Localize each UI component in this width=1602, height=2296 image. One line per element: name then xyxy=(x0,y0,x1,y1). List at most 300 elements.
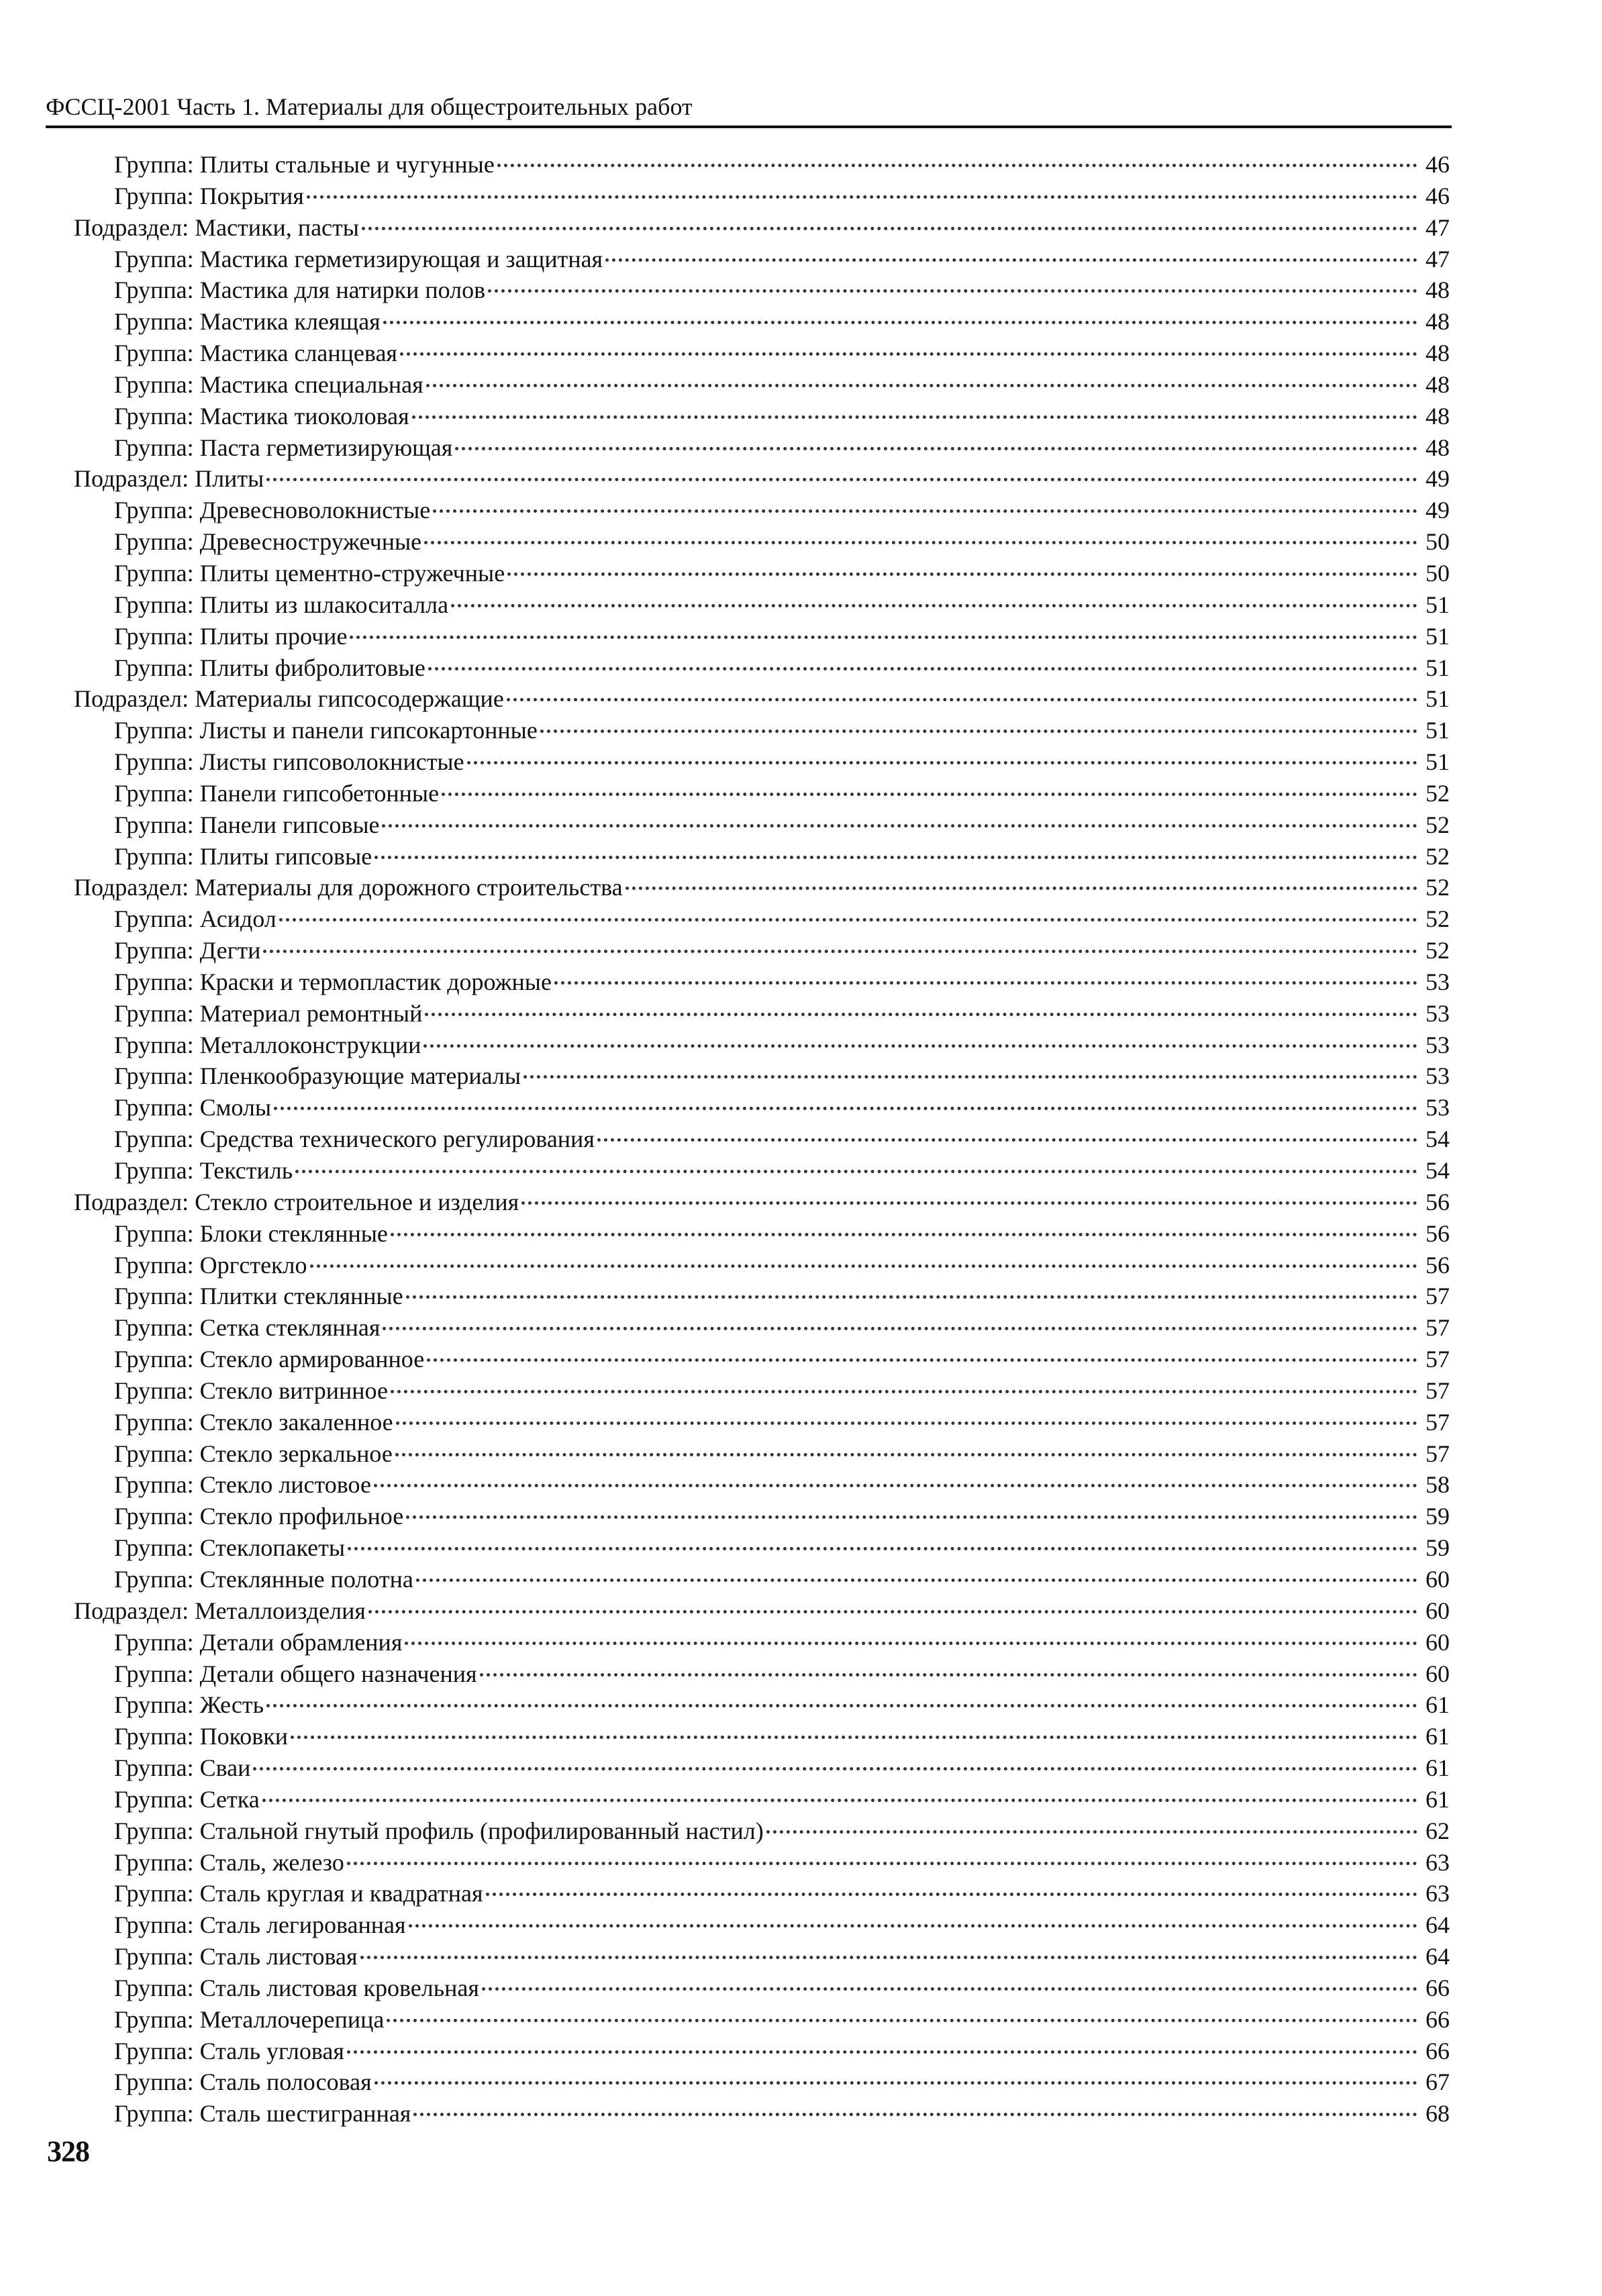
toc-entry-title: Плиты из шлакоситалла xyxy=(199,591,449,618)
group-label: Группа: xyxy=(114,748,194,776)
group-label: Группа: xyxy=(114,277,194,304)
toc-entry-title: Стекло армированное xyxy=(199,1346,425,1373)
toc-group-entry[interactable] xyxy=(74,432,1450,464)
toc-subsection-entry[interactable] xyxy=(74,872,1450,903)
toc-entry-title: Панели гипсобетонные xyxy=(199,779,440,807)
group-label: Группа: xyxy=(114,1031,194,1058)
group-label: Группа: xyxy=(114,528,194,556)
group-label: Группа: xyxy=(114,968,194,995)
toc-subsection-entry[interactable] xyxy=(74,683,1450,715)
dot-leader xyxy=(374,856,1417,859)
toc-entry-page: 63 xyxy=(1425,1880,1450,1907)
group-label: Группа: xyxy=(114,308,194,336)
toc-entry-title: Древесностружечные xyxy=(199,528,422,556)
toc-entry-page: 50 xyxy=(1425,559,1450,587)
dot-leader xyxy=(400,352,1417,356)
toc-group-entry[interactable] xyxy=(74,1312,1450,1344)
toc-entry-page: 66 xyxy=(1425,2005,1450,2033)
group-label: Группа: xyxy=(114,1974,194,2001)
toc-group-entry[interactable] xyxy=(74,1438,1450,1470)
toc-group-entry[interactable] xyxy=(74,2004,1450,2036)
toc-group-entry[interactable] xyxy=(74,589,1450,621)
toc-group-entry[interactable] xyxy=(74,746,1450,778)
dot-leader xyxy=(405,1642,1417,1645)
toc-entry-page: 60 xyxy=(1425,1660,1450,1687)
toc-group-entry[interactable] xyxy=(74,401,1450,432)
group-label: Группа: xyxy=(114,2037,194,2064)
toc-entry-title: Плиты гипсовые xyxy=(199,842,372,870)
toc-entry-page: 48 xyxy=(1425,402,1450,430)
toc-entry-page: 49 xyxy=(1425,497,1450,524)
toc-entry-title: Металлоизделия xyxy=(195,1597,366,1624)
toc-entry-title: Сталь листовая кровельная xyxy=(199,1974,479,2001)
toc-entry-title: Сталь, железо xyxy=(199,1848,344,1876)
dot-leader xyxy=(360,1956,1417,1959)
dot-leader xyxy=(523,1075,1417,1079)
dot-leader xyxy=(387,2019,1417,2022)
toc-group-entry[interactable] xyxy=(74,1092,1450,1124)
toc-group-entry[interactable] xyxy=(74,338,1450,369)
toc-entry-page: 59 xyxy=(1425,1534,1450,1562)
toc-entry-page: 51 xyxy=(1425,717,1450,744)
group-label: Группа: xyxy=(114,654,194,681)
toc-group-entry[interactable] xyxy=(74,558,1450,589)
group-label: Группа: xyxy=(114,1094,194,1121)
toc-entry-page: 47 xyxy=(1425,245,1450,272)
toc-entry-title: Стеклянные полотна xyxy=(199,1565,413,1593)
toc-group-entry[interactable] xyxy=(74,369,1450,401)
toc-entry-title: Плиты фибролитовые xyxy=(199,654,425,681)
toc-group-entry[interactable] xyxy=(74,181,1450,212)
toc-entry-page: 60 xyxy=(1425,1565,1450,1593)
toc-group-entry[interactable] xyxy=(74,1218,1450,1250)
toc-entry-page: 57 xyxy=(1425,1346,1450,1373)
toc-group-entry[interactable] xyxy=(74,1375,1450,1407)
group-label: Группа: xyxy=(114,402,194,430)
toc-entry-title: Стальной гнутый профиль (профилированный настил) xyxy=(199,1817,764,1844)
toc-entry-title: Мастика сланцевая xyxy=(199,340,397,367)
group-label: Группа: xyxy=(114,1817,194,1844)
toc-entry-page: 52 xyxy=(1425,842,1450,870)
group-label: Группа: xyxy=(114,811,194,838)
dot-leader xyxy=(427,1358,1417,1362)
toc-group-entry[interactable] xyxy=(74,2036,1450,2067)
toc-entry-title: Сталь листовая xyxy=(199,1943,358,1970)
group-label: Группа: xyxy=(114,1126,194,1153)
toc-group-entry[interactable] xyxy=(74,1281,1450,1312)
toc-entry-page: 53 xyxy=(1425,999,1450,1027)
subsection-label: Подраздел: xyxy=(74,874,189,901)
toc-entry-title: Плиты прочие xyxy=(199,622,348,650)
dot-leader xyxy=(428,667,1417,670)
toc-entry-title: Плитки стеклянные xyxy=(199,1283,403,1310)
dot-leader xyxy=(347,1862,1417,1865)
toc-entry-page: 60 xyxy=(1425,1597,1450,1624)
dot-leader xyxy=(391,1390,1417,1393)
dot-leader xyxy=(266,478,1417,481)
toc-entry-title: Материал ремонтный xyxy=(199,999,423,1027)
toc-group-entry[interactable] xyxy=(74,715,1450,746)
toc-entry-page: 48 xyxy=(1425,277,1450,304)
group-label: Группа: xyxy=(114,1503,194,1530)
group-label: Группа: xyxy=(114,1283,194,1310)
dot-leader xyxy=(467,761,1417,764)
toc-entry-title: Мастика специальная xyxy=(199,370,423,398)
toc-entry-title: Металлочерепица xyxy=(199,2005,385,2033)
toc-entry-page: 57 xyxy=(1425,1283,1450,1310)
toc-group-entry[interactable] xyxy=(74,1155,1450,1187)
toc-entry-page: 54 xyxy=(1425,1126,1450,1153)
dot-leader xyxy=(395,1453,1417,1456)
dot-leader xyxy=(406,1295,1417,1299)
toc-subsection-entry[interactable] xyxy=(74,1187,1450,1218)
group-label: Группа: xyxy=(114,1157,194,1184)
toc-entry-title: Материалы для дорожного строительства xyxy=(195,874,623,901)
toc-entry-title: Стеклопакеты xyxy=(199,1534,346,1562)
toc-entry-page: 57 xyxy=(1425,1377,1450,1404)
toc-entry-page: 51 xyxy=(1425,622,1450,650)
toc-group-entry[interactable] xyxy=(74,1973,1450,2004)
page-number: 328 xyxy=(47,2135,89,2168)
group-label: Группа: xyxy=(114,1943,194,1970)
toc-entry-title: Сваи xyxy=(199,1754,251,1782)
dot-leader xyxy=(482,1987,1417,1991)
toc-entry-page: 67 xyxy=(1425,2068,1450,2096)
group-label: Группа: xyxy=(114,559,194,587)
toc-entry-page: 61 xyxy=(1425,1723,1450,1750)
group-label: Группа: xyxy=(114,1440,194,1467)
group-label: Группа: xyxy=(114,1346,194,1373)
dot-leader xyxy=(597,1138,1417,1142)
toc-entry-page: 52 xyxy=(1425,905,1450,933)
toc-entry-title: Металлоконструкции xyxy=(199,1031,421,1058)
toc-group-entry[interactable] xyxy=(74,1752,1450,1784)
dot-leader xyxy=(266,1704,1417,1707)
dot-leader xyxy=(442,793,1417,796)
dot-leader xyxy=(263,950,1417,953)
toc-entry-title: Материалы гипсосодержащие xyxy=(195,685,504,713)
toc-entry-title: Мастика для натирки полов xyxy=(199,277,486,304)
dot-leader xyxy=(480,1673,1417,1677)
dot-leader xyxy=(521,1201,1417,1205)
toc-entry-title: Стекло профильное xyxy=(199,1503,404,1530)
group-label: Группа: xyxy=(114,1377,194,1404)
dot-leader xyxy=(262,1799,1417,1802)
toc-group-entry[interactable] xyxy=(74,1847,1450,1879)
group-label: Группа: xyxy=(114,1691,194,1719)
toc-group-entry[interactable] xyxy=(74,1658,1450,1690)
dot-leader xyxy=(279,918,1417,921)
toc-group-entry[interactable] xyxy=(74,1030,1450,1061)
toc-group-entry[interactable] xyxy=(74,2066,1450,2098)
group-label: Группа: xyxy=(114,1754,194,1782)
toc-group-entry[interactable] xyxy=(74,778,1450,809)
toc-entry-page: 54 xyxy=(1425,1157,1450,1184)
toc-entry-page: 52 xyxy=(1425,811,1450,838)
group-label: Группа: xyxy=(114,2100,194,2128)
toc-group-entry[interactable] xyxy=(74,809,1450,841)
dot-leader xyxy=(383,321,1417,324)
toc-entry-page: 64 xyxy=(1425,1943,1450,1970)
group-label: Группа: xyxy=(114,2005,194,2033)
toc-entry-page: 56 xyxy=(1425,1188,1450,1215)
toc-group-entry[interactable] xyxy=(74,621,1450,652)
group-label: Группа: xyxy=(114,182,194,209)
toc-entry-page: 48 xyxy=(1425,340,1450,367)
toc-entry-title: Покрытия xyxy=(199,182,304,209)
dot-leader xyxy=(413,2113,1417,2116)
toc-entry-page: 48 xyxy=(1425,434,1450,461)
group-label: Группа: xyxy=(114,151,194,178)
toc-entry-title: Текстиль xyxy=(199,1157,293,1184)
toc-entry-title: Сталь угловая xyxy=(199,2037,344,2064)
dot-leader xyxy=(766,1830,1417,1834)
toc-entry-title: Сталь шестигранная xyxy=(199,2100,411,2128)
toc-entry-page: 46 xyxy=(1425,182,1450,209)
toc-entry-title: Стекло витринное xyxy=(199,1377,388,1404)
toc-entry-title: Сетка xyxy=(199,1785,260,1813)
toc-entry-page: 53 xyxy=(1425,1094,1450,1121)
toc-group-entry[interactable] xyxy=(74,652,1450,684)
toc-group-entry[interactable] xyxy=(74,1941,1450,1973)
toc-entry-page: 61 xyxy=(1425,1785,1450,1813)
toc-group-entry[interactable] xyxy=(74,1784,1450,1815)
toc-entry-title: Сталь легированная xyxy=(199,1911,406,1939)
toc-group-entry[interactable] xyxy=(74,1250,1450,1281)
toc-group-entry[interactable] xyxy=(74,1878,1450,1909)
dot-leader xyxy=(307,195,1417,199)
toc-entry-page: 53 xyxy=(1425,1031,1450,1058)
dot-leader xyxy=(605,258,1417,262)
toc-group-entry[interactable] xyxy=(74,1627,1450,1658)
dot-leader xyxy=(486,1893,1417,1896)
group-label: Группа: xyxy=(114,999,194,1027)
dot-leader xyxy=(253,1767,1417,1770)
toc-entry-page: 63 xyxy=(1425,1848,1450,1876)
dot-leader xyxy=(348,1547,1417,1550)
dot-leader xyxy=(310,1264,1417,1268)
toc-entry-page: 48 xyxy=(1425,370,1450,398)
group-label: Группа: xyxy=(114,1314,194,1342)
toc-entry-title: Сетка стеклянная xyxy=(199,1314,381,1342)
group-label: Группа: xyxy=(114,245,194,272)
toc-group-entry[interactable] xyxy=(74,1689,1450,1721)
toc-group-entry[interactable] xyxy=(74,495,1450,526)
toc-entry-page: 53 xyxy=(1425,968,1450,995)
group-label: Группа: xyxy=(114,434,194,461)
group-label: Группа: xyxy=(114,1660,194,1687)
toc-group-entry[interactable] xyxy=(74,526,1450,558)
toc-entry-page: 68 xyxy=(1425,2100,1450,2128)
toc-group-entry[interactable] xyxy=(74,1532,1450,1564)
dot-leader xyxy=(507,698,1417,701)
dot-leader xyxy=(416,1579,1417,1582)
toc-entry-page: 60 xyxy=(1425,1628,1450,1656)
group-label: Группа: xyxy=(114,1534,194,1562)
dot-leader xyxy=(368,1610,1417,1613)
group-label: Группа: xyxy=(114,1628,194,1656)
toc-entry-page: 52 xyxy=(1425,779,1450,807)
toc-entry-title: Мастика герметизирующая и защитная xyxy=(199,245,603,272)
toc-group-entry[interactable] xyxy=(74,1501,1450,1532)
dot-leader xyxy=(426,384,1417,387)
running-header: ФССЦ-2001 Часть 1. Материалы для общестроительных работ xyxy=(46,91,1452,128)
toc-entry-page: 56 xyxy=(1425,1219,1450,1247)
toc-group-entry[interactable] xyxy=(74,1407,1450,1438)
toc-entry-title: Стекло зеркальное xyxy=(199,1440,393,1467)
toc-entry-page: 51 xyxy=(1425,748,1450,776)
group-label: Группа: xyxy=(114,1471,194,1499)
toc-entry-title: Древесноволокнистые xyxy=(199,497,431,524)
toc-entry-page: 64 xyxy=(1425,1911,1450,1939)
group-label: Группа: xyxy=(114,1062,194,1090)
dot-leader xyxy=(507,572,1417,576)
toc-entry-title: Мастика клеящая xyxy=(199,308,381,336)
toc-entry-page: 51 xyxy=(1425,591,1450,618)
table-of-contents xyxy=(74,149,1450,2130)
dot-leader xyxy=(497,164,1417,167)
toc-entry-title: Краски и термопластик дорожные xyxy=(199,968,552,995)
toc-entry-page: 48 xyxy=(1425,308,1450,336)
toc-entry-page: 51 xyxy=(1425,654,1450,681)
group-label: Группа: xyxy=(114,340,194,367)
toc-group-entry[interactable] xyxy=(74,1564,1450,1595)
group-label: Группа: xyxy=(114,1219,194,1247)
group-label: Группа: xyxy=(114,2068,194,2096)
toc-group-entry[interactable] xyxy=(74,274,1450,306)
toc-subsection-entry[interactable] xyxy=(74,212,1450,244)
group-label: Группа: xyxy=(114,1565,194,1593)
toc-entry-title: Оргстекло xyxy=(199,1251,307,1279)
group-label: Группа: xyxy=(114,1723,194,1750)
toc-entry-page: 51 xyxy=(1425,685,1450,713)
dot-leader xyxy=(391,1233,1417,1236)
group-label: Группа: xyxy=(114,591,194,618)
dot-leader xyxy=(291,1736,1417,1739)
group-label: Группа: xyxy=(114,1911,194,1939)
toc-group-entry[interactable] xyxy=(74,903,1450,935)
group-label: Группа: xyxy=(114,1880,194,1907)
toc-group-entry[interactable] xyxy=(74,1815,1450,1847)
subsection-label: Подраздел: xyxy=(74,685,189,713)
toc-entry-title: Блоки стеклянные xyxy=(199,1219,388,1247)
toc-entry-title: Дегти xyxy=(199,937,261,964)
group-label: Группа: xyxy=(114,1251,194,1279)
dot-leader xyxy=(488,289,1417,293)
dot-leader xyxy=(540,730,1417,733)
toc-entry-page: 56 xyxy=(1425,1251,1450,1279)
group-label: Группа: xyxy=(114,842,194,870)
toc-entry-page: 57 xyxy=(1425,1408,1450,1436)
toc-entry-title: Плиты xyxy=(195,465,264,493)
toc-entry-title: Жесть xyxy=(199,1691,264,1719)
toc-entry-title: Паста герметизирующая xyxy=(199,434,453,461)
dot-leader xyxy=(455,447,1417,450)
subsection-label: Подраздел: xyxy=(74,465,189,493)
toc-entry-title: Мастика тиоколовая xyxy=(199,402,409,430)
dot-leader xyxy=(383,1327,1417,1330)
group-label: Группа: xyxy=(114,1785,194,1813)
dot-leader xyxy=(406,1515,1417,1519)
dot-leader xyxy=(425,1013,1417,1016)
toc-group-entry[interactable] xyxy=(74,306,1450,338)
toc-group-entry[interactable] xyxy=(74,1124,1450,1155)
group-label: Группа: xyxy=(114,937,194,964)
toc-entry-title: Стекло листовое xyxy=(199,1471,371,1499)
subsection-label: Подраздел: xyxy=(74,1188,189,1215)
group-label: Группа: xyxy=(114,1408,194,1436)
dot-leader xyxy=(409,1924,1417,1928)
toc-entry-title: Стекло закаленное xyxy=(199,1408,393,1436)
subsection-label: Подраздел: xyxy=(74,213,189,241)
toc-group-entry[interactable] xyxy=(74,2098,1450,2130)
dot-leader xyxy=(274,1107,1417,1110)
toc-group-entry[interactable] xyxy=(74,244,1450,275)
toc-entry-title: Асидол xyxy=(199,905,277,933)
toc-entry-title: Пленкообразующие материалы xyxy=(199,1062,521,1090)
toc-entry-title: Плиты цементно-стружечные xyxy=(199,559,505,587)
subsection-label: Подраздел: xyxy=(74,1597,189,1624)
dot-leader xyxy=(451,604,1417,607)
toc-entry-title: Детали общего назначения xyxy=(199,1660,477,1687)
toc-entry-page: 58 xyxy=(1425,1471,1450,1499)
group-label: Группа: xyxy=(114,1848,194,1876)
toc-group-entry[interactable] xyxy=(74,149,1450,181)
toc-entry-page: 52 xyxy=(1425,874,1450,901)
toc-group-entry[interactable] xyxy=(74,1721,1450,1752)
dot-leader xyxy=(295,1170,1417,1173)
group-label: Группа: xyxy=(114,497,194,524)
toc-group-entry[interactable] xyxy=(74,841,1450,872)
toc-subsection-entry[interactable] xyxy=(74,463,1450,495)
toc-entry-page: 53 xyxy=(1425,1062,1450,1090)
toc-entry-title: Детали обрамления xyxy=(199,1628,403,1656)
toc-entry-page: 62 xyxy=(1425,1817,1450,1844)
dot-leader xyxy=(412,415,1417,419)
toc-entry-title: Панели гипсовые xyxy=(199,811,380,838)
group-label: Группа: xyxy=(114,905,194,933)
group-label: Группа: xyxy=(114,622,194,650)
dot-leader xyxy=(347,2050,1417,2054)
toc-entry-page: 61 xyxy=(1425,1754,1450,1782)
dot-leader xyxy=(396,1421,1417,1425)
toc-subsection-entry[interactable] xyxy=(74,1595,1450,1627)
toc-entry-page: 57 xyxy=(1425,1314,1450,1342)
toc-group-entry[interactable] xyxy=(74,935,1450,966)
toc-entry-title: Стекло строительное и изделия xyxy=(195,1188,519,1215)
toc-entry-title: Сталь круглая и квадратная xyxy=(199,1880,483,1907)
dot-leader xyxy=(433,509,1417,513)
toc-entry-page: 57 xyxy=(1425,1440,1450,1467)
toc-group-entry[interactable] xyxy=(74,1344,1450,1375)
toc-group-entry[interactable] xyxy=(74,1469,1450,1501)
toc-entry-page: 46 xyxy=(1425,151,1450,178)
toc-entry-page: 52 xyxy=(1425,937,1450,964)
toc-entry-page: 61 xyxy=(1425,1691,1450,1719)
toc-group-entry[interactable] xyxy=(74,998,1450,1030)
toc-entry-page: 59 xyxy=(1425,1503,1450,1530)
dot-leader xyxy=(374,2081,1417,2085)
group-label: Группа: xyxy=(114,370,194,398)
toc-group-entry[interactable] xyxy=(74,966,1450,998)
toc-group-entry[interactable] xyxy=(74,1060,1450,1092)
dot-leader xyxy=(424,541,1417,544)
toc-entry-page: 66 xyxy=(1425,2037,1450,2064)
toc-entry-title: Поковки xyxy=(199,1723,289,1750)
toc-group-entry[interactable] xyxy=(74,1909,1450,1941)
toc-entry-title: Мастики, пасты xyxy=(195,213,359,241)
toc-entry-page: 50 xyxy=(1425,528,1450,556)
